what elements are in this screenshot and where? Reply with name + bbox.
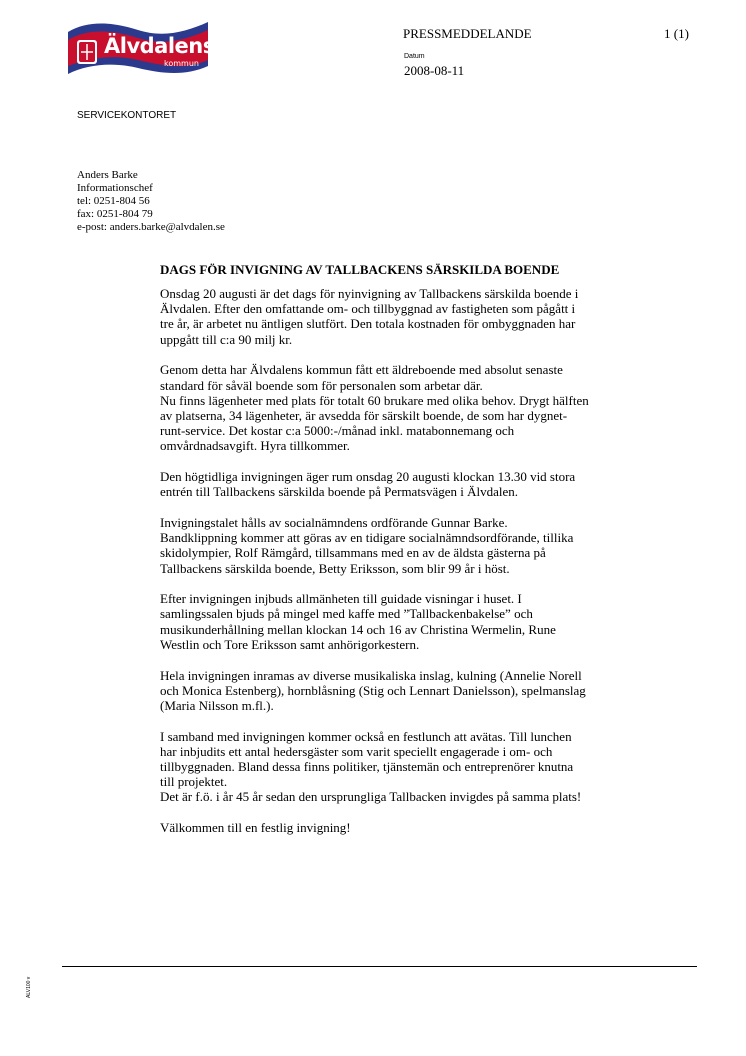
logo-wordmark: Älvdalens [104, 34, 215, 58]
paragraph: Genom detta har Älvdalens kommun fått ett äldreboende med absolut senaste standard för såväl boende som för personalen som arbetar där. Nu finns lägenheter med plats för totalt 60 brukare med olika behov. Drygt hälften av platserna, 34 lägenheter, är avsedda för särskilt boende, de som har dygnet- runt-service. Det kostar c:a 5000:-/månad inkl. matabonnemang och omvårdnadsavgift. Hyra tillkommer. [160, 362, 589, 454]
contact-role: Informationschef [77, 182, 153, 194]
paragraph: Välkommen till en festlig invigning! [160, 820, 351, 836]
date-label: Datum [404, 53, 425, 60]
form-code: ALV100 v [26, 976, 32, 998]
paragraph: Hela invigningen inramas av diverse musikaliska inslag, kulning (Annelie Norell och Monica Estenberg), hornblåsning (Stig och Lennart Danielsson), spelmanslag (Maria Nilsson m.fl.). [160, 667, 586, 713]
press-release-body [160, 286, 680, 851]
logo-subtitle: kommun [164, 59, 199, 68]
alvdalens-kommun-logo [68, 22, 215, 78]
contact-email: e-post: anders.barke@alvdalen.se [77, 221, 225, 233]
paragraph: Onsdag 20 augusti är det dags för nyinvigning av Tallbackens särskilda boende i Älvdalen. Efter den omfattande om- och tillbyggnad av fastigheten som pågått i tre år, är arbetet nu äntligen slutfört. Den totala kostnaden för ombyggnaden har uppgått till c:a 90 milj kr. [160, 286, 579, 347]
document-type: PRESSMEDDELANDE [403, 26, 532, 41]
contact-block [77, 169, 225, 234]
page-number: 1 (1) [664, 26, 689, 41]
contact-fax: fax: 0251-804 79 [77, 208, 153, 220]
paragraph: Efter invigningen injbuds allmänheten till guidade visningar i huset. I samlingssalen bjuds på mingel med kaffe med ”Tallbackenbakelse” och musikunderhållning mellan klockan 14 och 16 av Christina Wermelin, Rune Westlin och Tore Eriksson samt anhörigorkestern. [160, 591, 556, 652]
paragraph: I samband med invigningen kommer också en festlunch att avätas. Till lunchen har inbjudits ett antal hedersgäster som varit speciellt engagerade i om- och tillbyggnaden. Bland dessa finns politiker, tjänstemän och entreprenörer knutna till projektet. Det är f.ö. i år 45 år sedan den ursprungliga Tallbacken invigdes på samma plats! [160, 728, 582, 805]
paragraph: Invigningstalet hålls av socialnämndens ordförande Gunnar Barke. Bandklippning kommer att göras av en tidigare socialnämndsordförande, tillika skidolympier, Rolf Rämgård, tillsammans med en av de äldsta gästerna på Tallbackens särskilda boende, Betty Eriksson, som blir 99 år i höst. [160, 514, 574, 576]
contact-tel: tel: 0251-804 56 [77, 195, 150, 207]
paragraph: Den högtidliga invigningen äger rum onsdag 20 augusti klockan 13.30 vid stora entrén till Tallbackens särskilda boende på Permatsvägen i Älvdalen. [160, 469, 576, 500]
contact-name: Anders Barke [77, 169, 138, 181]
footer-divider [62, 966, 697, 967]
press-release-headline: DAGS FÖR INVIGNING AV TALLBACKENS SÄRSKILDA BOENDE [160, 262, 560, 277]
date-value: 2008-08-11 [404, 63, 465, 78]
office-name: SERVICEKONTORET [77, 110, 177, 121]
